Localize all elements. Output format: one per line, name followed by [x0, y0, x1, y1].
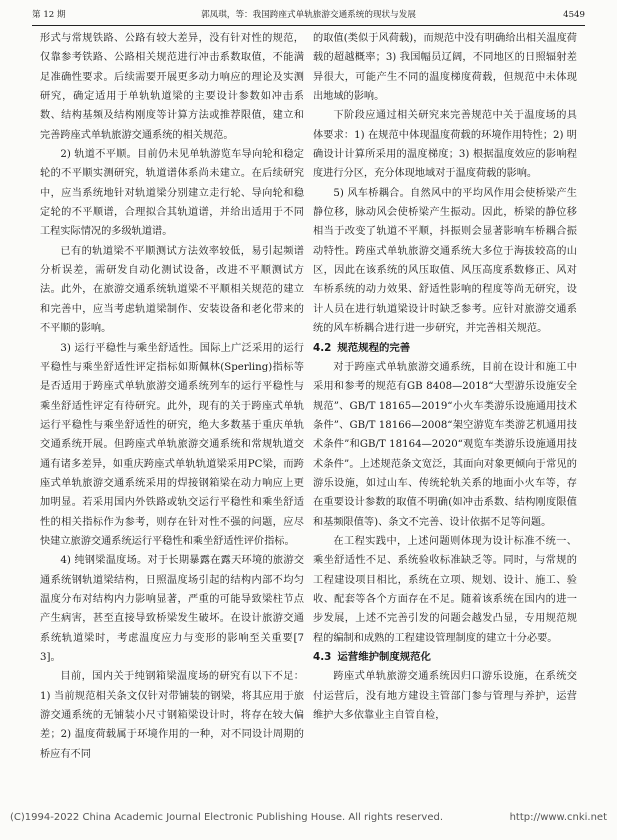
body-paragraph: 形式与常规铁路、公路有较大差异，没有针对性的规范，仅靠参考铁路、公路相关规范进行冲击系数取值，不能满足准确性要求。后续需要开展更多动力响应的理论及实测研究，确定适用于单轨轨道梁的主要设计参数如冲击系数、结构基频及结构刚度等计算方法或推荐限值，建立和完善跨座式单轨旅游交通系统的相关规范。 — [40, 33, 304, 141]
body-paragraph: 已有的轨道梁不平顺测试方法效率较低，易引起频谱分析误差，需研发自动化测试设备，改进不平顺测试方法。此外，在旅游交通系统轨道梁不平顺相关规范的建立和完善中，应当考虑轨道梁制作、安装设备和老化带来的不平顺的影响。 — [40, 245, 304, 335]
body-paragraph: 对于跨座式单轨旅游交通系统，目前在设计和施工中采用和参考的规范有GB 8408—2018“大型游乐设施安全规范”、GB/T 18165—2019“小火车类游乐设施通用技术条件”、GB/T 18166—2008“架空游览车类游艺机通用技术条件”和GB/T 18164—2020“观览车类游乐设施通用技术条件”。上述规范条文宽泛，其面向对象更倾向于常见的游乐设施，如过山车、传统轮轨关系的地面小火车等，存在重要设计参数的取值不明确(如冲击系数、结构刚度限值和基频限值等)、条文不完善、设计依据不足等问题。 — [313, 361, 577, 528]
section-title: 运营维护制度规范化 — [337, 651, 431, 663]
body-paragraph: 目前，国内关于纯钢箱梁温度场的研究有以下不足：1) 当前规范相关条文仅针对带铺装的钢梁，将其应用于旅游交通系统的无铺装小尺寸钢箱梁设计时，将存在较大偏差；2) 温度荷载属于环境作用的一种，对不同设计周期的桥应有不同 — [40, 671, 304, 760]
body-paragraph: 2) 轨道不平顺。目前仍未见单轨游览车导向轮和稳定轮的不平顺实测研究，轨道谱体系尚未建立。在后续研究中，应当系统地针对轨道梁分别建立走行轮、导向轮和稳定轮的不平顺谱，合理拟合其轨道谱，并给出适用于不同工程实际情况的多级轨道谱。 — [40, 149, 304, 238]
footer-url: http://www.cnki.net — [509, 812, 607, 823]
section-heading — [313, 648, 577, 667]
body-paragraph: 3) 运行平稳性与乘坐舒适性。国际上广泛采用的运行平稳性与乘坐舒适性评定指标如斯佩林(Sperling)指标等是否适用于跨座式单轨旅游交通系统列车的运行平稳性与乘坐舒适性评定有待研究。此外，现有的关于跨座式单轨运行平稳性与乘坐舒适性的研究，绝大多数基于重庆单轨交通系统开展。但跨座式单轨旅游交通系统和常规轨道交通有诸多差异，如重庆跨座式单轨轨道梁采用PC梁，而跨座式单轨旅游交通系统采用的焊接钢箱梁在动力响应上更加明显。若采用国内外铁路或轨交运行平稳性和乘坐舒适性的相关指标作为参考，则存在针对性不强的问题，应尽快建立旅游交通系统运行平稳性和乘坐舒适性评价指标。 — [40, 342, 304, 547]
issue-number: 第 12 期 — [32, 10, 66, 20]
section-title: 规范规程的完善 — [337, 341, 411, 354]
page-number: 4549 — [563, 10, 585, 20]
body-paragraph: 的取值(类似于风荷载)，而规范中没有明确给出相关温度荷载的超越概率；3) 我国幅员辽阔，不同地区的日照辐射差异很大，可能产生不同的温度梯度荷载，但规范中未体现出地域的影响。 — [313, 33, 577, 103]
body-paragraph: 5) 风车桥耦合。自然风中的平均风作用会使桥梁产生静位移，脉动风会使桥梁产生振动。因此，桥梁的静位移相当于改变了轨道不平顺，抖振则会显著影响车桥耦合振动特性。跨座式单轨旅游交通系统大多位于海拔较高的山区，因此在该系统的风压取值、风压高度系数修正、风对车桥系统的动力效果、舒适性影响的程度等尚无研究，设计人员在进行轨道梁设计时缺乏参考。应针对旅游交通系统的风车桥耦合进行进一步研究，并完善相关规范。 — [313, 187, 577, 335]
left-column — [40, 29, 304, 764]
body-paragraph: 在工程实践中，上述问题则体现为设计标准不统一、乘坐舒适性不足、系统验收标准缺乏等。同时，与常规的工程建设项目相比，系统在立项、规划、设计、施工、验收、配套等各个方面存在不足。随着该系统在国内的进一步发展，上述不完善引发的问题会越发凸显，专用规范规程的编制和成熟的工程建设管理制度的建立十分必要。 — [313, 535, 577, 644]
running-title: 郭凤琪，等：我国跨座式单轨旅游交通系统的现状与发展 — [201, 10, 416, 20]
section-heading — [313, 339, 577, 358]
right-column — [313, 29, 577, 725]
body-paragraph: 下阶段应通过相关研究来完善规范中关于温度场的具体要求：1) 在规范中体现温度荷载的环境作用特性；2) 明确设计计算所采用的温度梯度；3) 根据温度效应的影响程度进行分区，充分体现地域对于温度荷载的影响。 — [313, 110, 577, 180]
page-footer — [10, 812, 607, 828]
copyright-notice: (C)1994-2022 China Academic Journal Electronic Publishing House. All rights reserved. — [10, 812, 443, 823]
header-rule — [32, 25, 585, 26]
body-paragraph: 4) 纯钢梁温度场。对于长期暴露在露天环境的旅游交通系统钢轨道梁结构，日照温度场引起的结构内部不均匀温度分布对结构内力影响显著，严重的可能导致梁柱节点产生病害，甚至直接导致桥梁发生破坏。在设计旅游交通系统轨道梁时，考虑温度应力与变形的影响至关重要[73]。 — [40, 555, 304, 663]
body-paragraph: 跨座式单轨旅游交通系统因归口游乐设施，在系统交付运营后，没有地方建设主管部门参与管理与养护，运营维护大多依靠业主自管自检， — [313, 671, 577, 722]
section-number: 4.2 — [313, 341, 332, 354]
section-number: 4.3 — [313, 651, 332, 663]
running-header — [32, 8, 585, 22]
